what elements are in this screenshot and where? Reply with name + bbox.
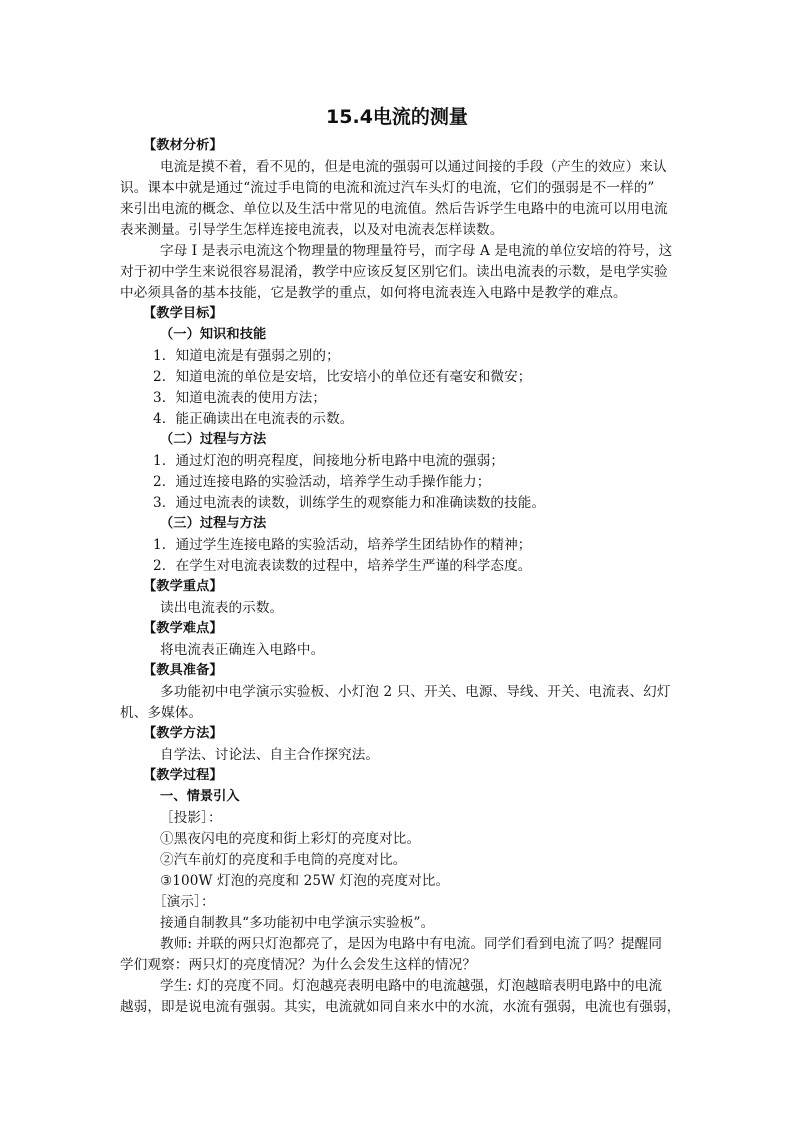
paragraph-line: 多功能初中电学演示实验板、小灯泡 2 只、开关、电源、导线、开关、电流表、幻灯 — [160, 684, 671, 700]
paragraph-line: ［演示］： — [153, 894, 215, 910]
section-heading-analysis: 【教材分析】 — [143, 138, 223, 153]
paragraph-line: 字母 I 是表示电流这个物理量的物理量符号，而字母 A 是电流的单位安培的符号，这 — [160, 243, 673, 259]
list-item: 1．通过灯泡的明亮程度，间接地分析电路中电流的强弱； — [153, 453, 505, 469]
paragraph-line: 电流是摸不着，看不见的，但是电流的强弱可以通过间接的手段（产生的效应）来认 — [160, 159, 667, 175]
paragraph-line: 表来测量。引导学生怎样连接电流表，以及对电流表怎样读数。 — [120, 222, 504, 238]
list-item: 3．通过电流表的读数，训练学生的观察能力和准确读数的技能。 — [153, 495, 546, 511]
list-item: 1．知道电流是有强弱之别的； — [153, 348, 340, 364]
paragraph-line: 教师: 并联的两只灯泡都亮了，是因为电路中有电流。同学们看到电流了吗？提醒同 — [160, 936, 663, 952]
list-item: ②汽车前灯的亮度和手电筒的亮度对比。 — [160, 852, 407, 868]
paragraph-line: 来引出电流的概念、单位以及生活中常见的电流值。然后告诉学生电路中的电流可以用电流 — [120, 201, 668, 217]
list-item: ①黑夜闪电的亮度和街上彩灯的亮度对比。 — [160, 831, 421, 847]
paragraph-line: 自学法、讨论法、自主合作探究法。 — [160, 747, 380, 763]
paragraph-line: ［投影］： — [160, 810, 222, 826]
section-heading-goals: 【教学目标】 — [143, 306, 223, 321]
list-item: ③100W 灯泡的亮度和 25W 灯泡的亮度对比。 — [160, 873, 450, 889]
paragraph-line: 将电流表正确连入电路中。 — [160, 642, 325, 658]
paragraph-line: 越弱，即是说电流有强弱。其实，电流就如同自来水中的水流，水流有强弱，电流也有强弱， — [120, 999, 681, 1015]
subsection-heading: （二）过程与方法 — [160, 432, 267, 447]
paragraph-line: 中必须具备的基本技能，它是教学的重点，如何将电流表连入电路中是教学的难点。 — [120, 285, 627, 301]
paragraph-line: 学生: 灯的亮度不同。灯泡越亮表明电路中的电流越强，灯泡越暗表明电路中的电流 — [160, 978, 663, 994]
paragraph-line: 读出电流表的示数。 — [160, 600, 284, 616]
section-heading-key: 【教学重点】 — [143, 579, 223, 594]
page-title: 15.4电流的测量 — [326, 106, 468, 128]
section-heading-tools: 【教具准备】 — [143, 663, 223, 678]
paragraph-line: 对于初中学生来说很容易混淆，教学中应该反复区别它们。读出电流表的示数，是电学实验 — [120, 264, 668, 280]
paragraph-line: 机、多媒体。 — [120, 705, 203, 721]
section-heading-difficulty: 【教学难点】 — [143, 621, 223, 636]
list-item: 2．通过连接电路的实验活动，培养学生动手操作能力； — [153, 474, 491, 490]
subsection-heading: （三）过程与方法 — [160, 516, 267, 531]
subsection-heading: 一、情景引入 — [160, 789, 240, 804]
section-heading-method: 【教学方法】 — [143, 726, 223, 741]
paragraph-line: 接通自制教具“多功能初中电学演示实验板”。 — [160, 915, 435, 931]
list-item: 1．通过学生连接电路的实验活动，培养学生团结协作的精神； — [153, 537, 532, 553]
paragraph-line: 学们观察：两只灯的亮度情况？为什么会发生这样的情况？ — [120, 957, 477, 973]
section-heading-process: 【教学过程】 — [143, 768, 223, 783]
list-item: 2．知道电流的单位是安培，比安培小的单位还有毫安和微安； — [153, 369, 532, 385]
paragraph-line: 识。课本中就是通过“流过手电筒的电流和流过汽车头灯的电流，它们的强弱是不一样的” — [120, 180, 655, 196]
list-item: 2．在学生对电流表读数的过程中，培养学生严谨的科学态度。 — [153, 558, 532, 574]
list-item: 4．能正确读出在电流表的示数。 — [153, 411, 354, 427]
list-item: 3．知道电流表的使用方法； — [153, 390, 327, 406]
subsection-heading: （一）知识和技能 — [160, 327, 267, 342]
